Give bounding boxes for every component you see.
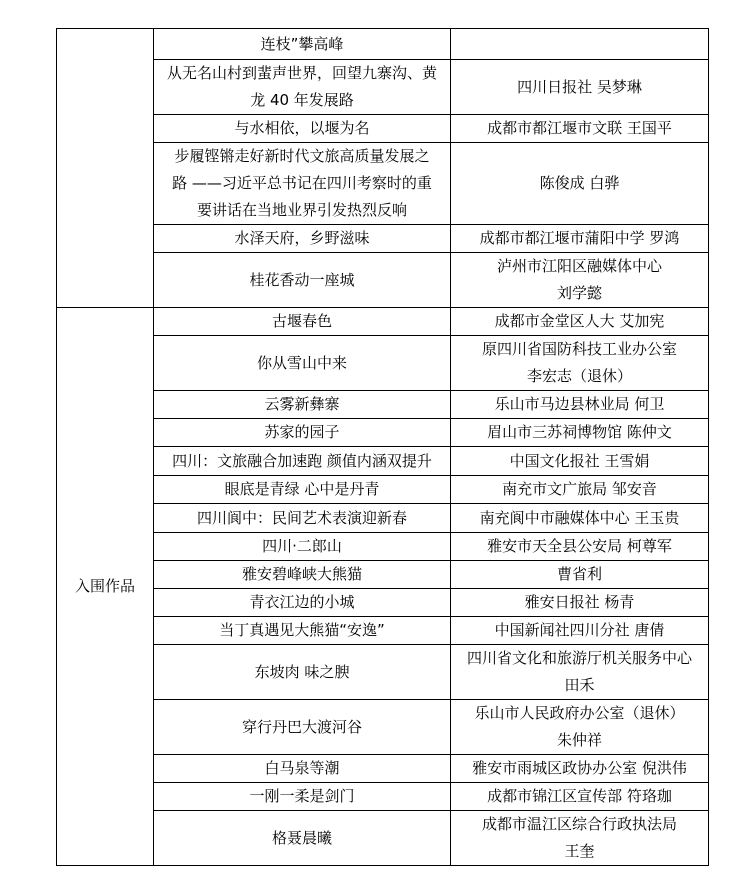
author-name: 朱仲祥 <box>556 731 602 749</box>
author-cell <box>451 391 709 419</box>
author-cell <box>451 476 709 504</box>
author-name: 成都市金堂区人大 艾加宪 <box>494 312 665 330</box>
table-row <box>57 225 709 253</box>
table-row <box>57 533 709 561</box>
table-row <box>57 783 709 811</box>
work-title-cell <box>154 811 451 866</box>
author-name: 田禾 <box>564 676 595 694</box>
work-title: 从无名山村到蜚声世界，回望九寨沟、黄 <box>166 64 437 82</box>
author-name: 雅安市雨城区政协办公室 倪洪伟 <box>472 759 687 777</box>
author-cell <box>451 617 709 645</box>
table-row <box>57 561 709 589</box>
work-title: 东坡肉 味之腴 <box>254 662 350 681</box>
work-title: 青衣江边的小城 <box>249 593 355 611</box>
work-title-cell <box>154 419 451 447</box>
work-title: 连枝”攀高峰 <box>260 34 344 53</box>
author-name: 乐山市马边县林业局 何卫 <box>494 395 665 413</box>
work-title-cell <box>154 533 451 561</box>
work-title-cell <box>154 308 451 336</box>
work-title: 云雾新彝寨 <box>264 395 340 413</box>
author-name: 成都市都江堰市文联 王国平 <box>487 119 672 137</box>
author-cell <box>451 783 709 811</box>
table-row <box>57 391 709 419</box>
table-row <box>57 29 709 60</box>
author-cell <box>451 700 709 755</box>
author-cell <box>451 419 709 447</box>
author-name: 四川日报社 吴梦琳 <box>517 77 642 96</box>
table-row <box>57 60 709 115</box>
work-title: 当丁真遇见大熊猫“安逸” <box>219 621 385 639</box>
author-name: 成都市温江区综合行政执法局 <box>481 815 677 833</box>
author-name: 刘学懿 <box>556 284 602 302</box>
author-name: 王奎 <box>564 842 595 860</box>
author-cell <box>451 561 709 589</box>
work-title-cell <box>154 29 451 60</box>
awards-table <box>56 28 709 866</box>
author-name: 成都市都江堰市蒲阳中学 罗鸿 <box>479 229 680 247</box>
author-name: 曹省利 <box>556 565 602 583</box>
work-title: 苏家的园子 <box>264 423 340 441</box>
table-row <box>57 447 709 476</box>
author-name: 眉山市三苏祠博物馆 陈仲文 <box>487 423 672 441</box>
work-title-cell <box>154 476 451 504</box>
work-title: 四川：文旅融合加速跑 颜值内涵双提升 <box>172 451 432 470</box>
author-name: 泸州市江阳区融媒体中心 <box>496 257 662 275</box>
author-cell <box>451 645 709 700</box>
author-cell <box>451 253 709 308</box>
author-name: 中国文化报社 王雪娟 <box>509 451 650 470</box>
work-title-cell <box>154 115 451 143</box>
author-name: 原四川省国防科技工业办公室 <box>481 340 677 358</box>
author-name: 四川省文化和旅游厅机关服务中心 <box>466 649 692 667</box>
author-name: 陈俊成 白骅 <box>539 174 620 192</box>
work-title-cell <box>154 391 451 419</box>
author-name: 乐山市人民政府办公室（退休） <box>474 704 685 722</box>
work-title: 你从雪山中来 <box>256 353 347 372</box>
work-title-cell <box>154 447 451 476</box>
table-row <box>57 755 709 783</box>
author-cell <box>451 811 709 866</box>
work-title-cell <box>154 561 451 589</box>
author-cell <box>451 60 709 115</box>
work-title: 路 ——习近平总书记在四川考察时的重 <box>172 174 432 192</box>
author-name: 雅安市天全县公安局 柯尊军 <box>487 537 672 555</box>
table-row <box>57 253 709 308</box>
table-row <box>57 504 709 533</box>
category-cell <box>57 308 154 866</box>
work-title: 步履铿锵走好新时代文旅高质量发展之 <box>174 147 430 165</box>
work-title: 古堰春色 <box>271 312 332 330</box>
table-row <box>57 115 709 143</box>
work-title-cell <box>154 225 451 253</box>
work-title: 白马泉等潮 <box>264 759 340 777</box>
author-cell <box>451 308 709 336</box>
work-title-cell <box>154 645 451 700</box>
work-title-cell <box>154 143 451 225</box>
work-title: 四川·二郎山 <box>262 537 342 555</box>
table-row <box>57 419 709 447</box>
table-row <box>57 645 709 700</box>
table-row <box>57 589 709 617</box>
work-title-cell <box>154 783 451 811</box>
work-title: 桂花香动一座城 <box>249 270 355 289</box>
author-name: 中国新闻社四川分社 唐倩 <box>494 621 665 639</box>
work-title-cell <box>154 60 451 115</box>
table-row <box>57 476 709 504</box>
author-cell <box>451 336 709 391</box>
author-cell <box>451 755 709 783</box>
work-title: 与水相依，以堰为名 <box>234 119 370 137</box>
work-title-cell <box>154 700 451 755</box>
author-cell <box>451 589 709 617</box>
work-title: 要讲话在当地业界引发热烈反响 <box>196 201 407 219</box>
work-title-cell <box>154 617 451 645</box>
awards-table-body <box>57 29 709 866</box>
author-cell <box>451 115 709 143</box>
table-row <box>57 700 709 755</box>
table-row <box>57 336 709 391</box>
work-title: 格聂晨曦 <box>271 828 332 847</box>
author-cell <box>451 533 709 561</box>
work-title: 四川阆中：民间艺术表演迎新春 <box>196 508 407 527</box>
author-cell <box>451 504 709 533</box>
work-title: 一刚一柔是剑门 <box>249 787 355 805</box>
work-title-cell <box>154 589 451 617</box>
category-cell <box>57 29 154 308</box>
table-row <box>57 143 709 225</box>
work-title-cell <box>154 504 451 533</box>
author-cell <box>451 447 709 476</box>
table-row <box>57 811 709 866</box>
author-name: 南充阆中市融媒体中心 王玉贵 <box>479 508 680 527</box>
work-title: 穿行丹巴大渡河谷 <box>241 717 362 736</box>
table-row <box>57 617 709 645</box>
author-name: 李宏志（退休） <box>526 367 632 385</box>
work-title: 眼底是青绿 心中是丹青 <box>224 480 380 498</box>
author-name: 南充市文广旅局 邹安音 <box>502 480 657 498</box>
category-label: 入围作品 <box>74 577 135 595</box>
work-title-cell <box>154 336 451 391</box>
author-cell <box>451 225 709 253</box>
author-name: 雅安日报社 杨青 <box>524 593 635 611</box>
work-title: 水泽天府，乡野滋味 <box>234 229 370 247</box>
table-row <box>57 308 709 336</box>
author-name: 成都市锦江区宣传部 符珞珈 <box>487 787 672 805</box>
author-cell <box>451 143 709 225</box>
work-title: 龙 40 年发展路 <box>250 91 354 109</box>
work-title-cell <box>154 755 451 783</box>
work-title-cell <box>154 253 451 308</box>
author-cell <box>451 29 709 60</box>
work-title: 雅安碧峰峡大熊猫 <box>241 565 362 583</box>
